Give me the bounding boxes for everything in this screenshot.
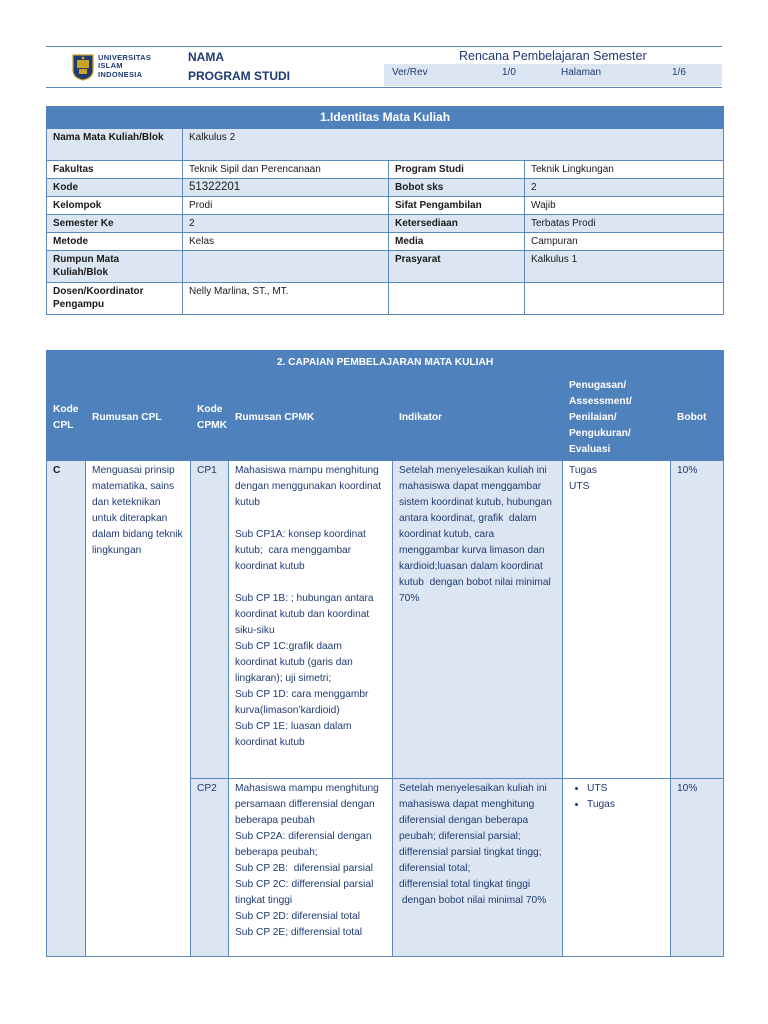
penugasan-list — [569, 781, 664, 813]
metode-label: Metode — [47, 233, 183, 251]
penugasan-item: Tugas — [569, 465, 597, 476]
prasyarat-value: Kalkulus 1 — [525, 251, 724, 283]
nama-label: NAMA — [188, 50, 224, 64]
rumpun-label: Rumpun Mata Kuliah/Blok — [47, 251, 183, 283]
kelompok-label: Kelompok — [47, 197, 183, 215]
cpl-text: Menguasai prinsip matematika, sains dan keteknikan untuk diterapkan dalam bidang teknik lingkungan — [86, 461, 191, 957]
header-top-rule — [46, 46, 722, 47]
identitas-title: 1.Identitas Mata Kuliah — [47, 107, 724, 129]
col-kode-cpmk: Kode CPMK — [191, 376, 229, 461]
col-rumusan-cpmk: Rumusan CPMK — [229, 376, 393, 461]
rumpun-value — [183, 251, 389, 283]
cpmk-indikator: Setelah menyelesaikan kuliah ini mahasiswa dapat menghitung diferensial dengan beberapa peubah; diferensial parsial; differensial parsial tingkat tingg; diferensial total; differensial total tingkat tinggi dengan bobot nilai minimal 70% — [393, 779, 563, 957]
table-row — [47, 461, 724, 779]
cpmk-code: CP2 — [191, 779, 229, 957]
cpmk-indikator: Setelah menyelesaikan kuliah ini mahasiswa dapat menggambar sistem koordinat kutub, hubungan antara koordinat, grafik dalam koordinat kutub, cara menggambar kurva limason dan kardioid;luasan dalam koordinat kutub dengan bobot nilai minimal 70% — [393, 461, 563, 779]
capaian-title: 2. CAPAIAN PEMBELAJARAN MATA KULIAH — [47, 351, 724, 376]
cpl-code: C — [47, 461, 86, 957]
media-label: Media — [389, 233, 525, 251]
col-rumusan-cpl: Rumusan CPL — [86, 376, 191, 461]
header-bottom-rule — [46, 87, 722, 88]
cpmk-penugasan — [563, 779, 671, 957]
penugasan-item: • UTS — [587, 781, 664, 797]
penugasan-item: • Tugas — [587, 797, 664, 813]
cpmk-rumusan: Mahasiswa mampu menghitung dengan menggunakan koordinat kutub Sub CP1A: konsep koordinat kutub; cara menggambar koordinat kutub Sub CP 1B: ; hubungan antara koordinat kutub dan koordinat siku-siku Sub CP 1C:grafik daam koordinat kutub (garis dan lingkaran); uji simetri; Sub CP 1D: cara menggambr kurva(limason’kardioid) Sub CP 1E: luasan dalam koordinat kutub — [229, 461, 393, 779]
sifat-pengambilan-value: Wajib — [525, 197, 724, 215]
empty-cell-b — [525, 283, 724, 315]
capaian-table — [46, 350, 724, 957]
halaman-label: Halaman — [561, 67, 602, 78]
cpmk-code: CP1 — [191, 461, 229, 779]
cpmk-bobot: 10% — [671, 779, 724, 957]
program-studi-value: Teknik Lingkungan — [525, 161, 724, 179]
cpmk-bobot: 10% — [671, 461, 724, 779]
bobot-sks-label: Bobot sks — [389, 179, 525, 197]
ver-rev-value: 1/0 — [502, 67, 516, 78]
empty-cell-a — [389, 283, 525, 315]
ketersediaan-value: Terbatas Prodi — [525, 215, 724, 233]
col-indikator: Indikator — [393, 376, 563, 461]
kelompok-value: Prodi — [183, 197, 389, 215]
logo-line-2: ISLAM — [98, 61, 123, 71]
col-kode-cpl: Kode CPL — [47, 376, 86, 461]
nama-mk-value: Kalkulus 2 — [183, 129, 724, 161]
penugasan-item: UTS — [569, 481, 590, 492]
document-title: Rencana Pembelajaran Semester — [459, 49, 647, 63]
program-studi-label: PROGRAM STUDI — [188, 69, 290, 83]
program-studi-row-label: Program Studi — [389, 161, 525, 179]
kode-value: 51322201 — [183, 179, 389, 197]
sifat-pengambilan-label: Sifat Pengambilan — [389, 197, 525, 215]
prasyarat-label: Prasyarat — [389, 251, 525, 283]
col-penugasan: Penugasan/ Assessment/ Penilaian/ Pengukuran/ Evaluasi — [563, 376, 671, 461]
fakultas-value: Teknik Sipil dan Perencanaan — [183, 161, 389, 179]
cpmk-rumusan: Mahasiswa mampu menghitung persamaan differensial dengan beberapa peubah Sub CP2A: diferensial dengan beberapa peubah; Sub CP 2B: diferensial parsial Sub CP 2C: differensial parsial tingkat tinggi Sub CP 2D: diferensial total Sub CP 2E; differensial total — [229, 779, 393, 957]
halaman-value: 1/6 — [672, 67, 686, 78]
ver-rev-label: Ver/Rev — [392, 67, 428, 78]
semester-label: Semester Ke — [47, 215, 183, 233]
col-bobot: Bobot — [671, 376, 724, 461]
fakultas-label: Fakultas — [47, 161, 183, 179]
logo-line-3: INDONESIA — [98, 69, 143, 79]
dosen-value: Nelly Marlina, ST., MT. — [183, 283, 389, 315]
semester-value: 2 — [183, 215, 389, 233]
university-logo-icon — [72, 54, 94, 81]
identitas-table — [46, 106, 724, 315]
kode-label: Kode — [47, 179, 183, 197]
media-value: Campuran — [525, 233, 724, 251]
metode-value: Kelas — [183, 233, 389, 251]
logo-line-1: UNIVERSITAS — [98, 53, 152, 62]
nama-mk-label: Nama Mata Kuliah/Blok — [47, 129, 183, 161]
logo-wordmark — [98, 54, 151, 79]
bobot-sks-value: 2 — [525, 179, 724, 197]
cpmk-penugasan — [563, 461, 671, 779]
ketersediaan-label: Ketersediaan — [389, 215, 525, 233]
dosen-label: Dosen/Koordinator Pengampu — [47, 283, 183, 315]
